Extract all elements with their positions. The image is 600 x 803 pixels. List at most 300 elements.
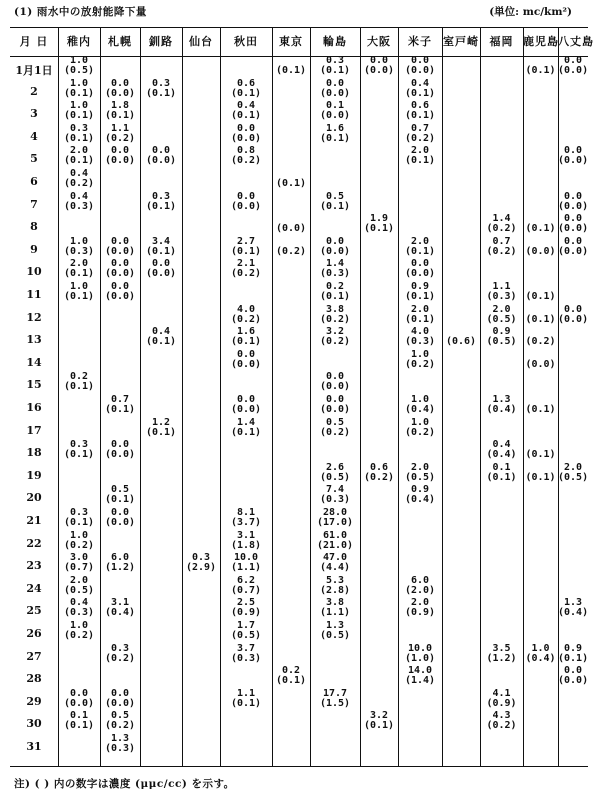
concentration-value: (0.0) [319,245,351,257]
table-cell [398,282,442,302]
fallout-value: 0.0 [563,190,583,202]
row-label-day: 26 [26,627,42,640]
fallout-value: 2.0 [492,303,511,315]
concentration-value: (0.9) [486,697,517,709]
table-cell [220,621,272,641]
concentration-value: (0.1) [230,110,262,122]
fallout-value: 2.0 [410,597,430,609]
table-cell [398,124,442,144]
concentration-value: (0.0) [104,291,136,302]
concentration-value: (0.2) [486,223,517,235]
concentration-value: (2.0) [404,584,436,596]
table-cell [558,146,588,166]
table-cell [272,214,310,234]
concentration-value: (1.5) [319,697,351,709]
table-cell [480,327,523,347]
table-cell [58,192,100,212]
fallout-value: 0.3 [191,552,211,564]
row-label-day: 5 [30,152,38,166]
fallout-value: 0.0 [236,190,256,202]
concentration-value: (0.0) [230,358,262,370]
concentration-value: (0.4) [558,607,589,619]
fallout-value: 4.3 [492,710,511,722]
concentration-value: (0.2) [319,426,351,438]
concentration-value: (17.0) [316,517,354,528]
concentration-value: (0.0) [275,223,307,235]
fallout-value: 0.0 [110,439,130,451]
concentration-value: (0.0) [558,313,589,325]
table-cell [398,666,442,686]
concentration-value: (0.0) [104,87,136,99]
table-cell [310,124,360,144]
fallout-value: 1.1 [492,281,511,292]
table-cell [220,305,272,325]
concentration-value: (0.1) [275,65,307,76]
column-header-station: 秋田 [234,35,258,48]
concentration-value: (0.0) [63,697,95,709]
table-cell [310,282,360,302]
table-cell [140,146,182,166]
table-cell [100,508,140,528]
fallout-value: 1.3 [325,620,345,631]
concentration-value: (0.3) [319,494,351,506]
fallout-value: 0.7 [492,235,511,247]
table-cell [523,644,558,664]
table-cell [272,56,310,76]
fallout-value: 0.0 [236,348,256,360]
row-label-day: 6 [30,175,38,188]
fallout-value: 0.3 [325,55,345,66]
table-cell [140,418,182,438]
concentration-value: (0.1) [486,471,517,483]
fallout-value: 5.3 [325,574,345,586]
row-label-day: 18 [26,446,42,460]
concentration-value: (1.1) [319,607,351,619]
table-cell [100,711,140,731]
table-cell [58,237,100,257]
concentration-value: (0.1) [104,494,136,506]
fallout-value: 4.1 [492,687,511,699]
table-cell [398,644,442,664]
table-cell [310,485,360,505]
table-cell [360,711,398,731]
fallout-value: 0.5 [325,190,345,202]
table-cell [398,305,442,325]
concentration-value: (0.1) [145,87,177,99]
concentration-value: (0.1) [319,291,351,302]
table-cell [480,282,523,302]
fallout-value: 0.0 [110,281,130,292]
table-cell [558,214,588,234]
row-label-day: 31 [26,740,42,753]
concentration-value: (1.4) [404,675,436,687]
table-cell [398,395,442,415]
table-cell [58,169,100,189]
table-cell [398,350,442,370]
table-cell [58,621,100,641]
concentration-value: (1.1) [230,562,262,574]
concentration-value: (0.2) [275,245,307,257]
concentration-value: (0.1) [404,245,436,257]
concentration-value: (0.0) [145,155,177,167]
concentration-value: (0.1) [63,110,95,122]
fallout-value: 0.0 [563,665,583,677]
concentration-value: (0.2) [319,313,351,325]
concentration-value: (21.0) [316,539,354,551]
fallout-value: 2.5 [236,597,256,609]
concentration-value: (0.0) [230,132,262,144]
fallout-value: 0.4 [236,100,256,112]
table-cell [398,79,442,99]
concentration-value: (0.7) [230,584,262,596]
concentration-value: (0.1) [63,291,95,302]
concentration-value: (0.1) [145,200,177,212]
fallout-value: 2.0 [563,461,583,473]
table-cell [220,192,272,212]
column-header-station: 室戸崎 [443,35,479,48]
concentration-value: (0.0) [104,155,136,167]
concentration-value: (0.6) [445,336,477,348]
row-label-day: 28 [26,672,42,686]
concentration-value: (0.1) [558,652,589,664]
table-cell [140,192,182,212]
table-cell [523,395,558,415]
table-cell [442,327,480,347]
concentration-value: (0.3) [319,268,351,280]
column-header-station: 大阪 [367,35,391,48]
column-header-station: 稚内 [67,35,91,48]
concentration-value: (0.1) [525,313,556,325]
table-cell [100,124,140,144]
concentration-value: (0.2) [63,630,95,641]
fallout-value: 8.1 [236,507,256,518]
concentration-value: (0.2) [104,132,136,144]
concentration-value: (0.9) [230,607,262,619]
table-cell [310,259,360,279]
table-cell [480,395,523,415]
concentration-value: (0.4) [486,404,517,415]
fallout-value: 1.2 [151,416,171,428]
concentration-value: (0.0) [319,87,351,99]
concentration-value: (0.3) [63,245,95,257]
concentration-value: (0.0) [525,358,556,370]
table-cell [558,463,588,483]
table-cell [220,395,272,415]
concentration-value: (2.8) [319,584,351,596]
row-label-day: 24 [26,581,42,595]
concentration-value: (0.5) [63,584,95,596]
concentration-value: (0.0) [145,268,177,280]
concentration-value: (0.1) [363,720,395,732]
concentration-value: (0.1) [525,471,556,483]
table-caption: (1) 雨水中の放射能降下量 [14,6,147,18]
concentration-value: (0.1) [319,132,351,144]
fallout-table [10,27,594,767]
concentration-value: (0.0) [104,517,136,528]
table-cell [398,146,442,166]
table-cell [398,463,442,483]
table-cell [100,440,140,460]
fallout-value: 0.2 [281,665,301,677]
fallout-value: 0.1 [492,461,511,473]
fallout-value: 0.9 [563,642,583,654]
fallout-value: 0.1 [69,710,89,722]
table-cell [398,101,442,121]
row-label-day: 30 [26,717,42,731]
fallout-value: 28.0 [322,507,348,518]
table-cell [100,644,140,664]
table-cell [100,734,140,754]
concentration-value: (2.9) [185,562,217,574]
fallout-value: 61.0 [322,529,348,541]
fallout-value: 0.0 [236,394,256,405]
fallout-value: 0.0 [110,77,130,89]
fallout-value: 0.0 [110,145,130,157]
fallout-value: 0.9 [410,484,430,496]
table-cell [100,395,140,415]
fallout-value: 4.0 [410,326,430,338]
concentration-value: (0.3) [104,743,136,754]
concentration-value: (0.0) [230,404,262,415]
fallout-value: 0.0 [236,122,256,134]
row-label-day: 9 [30,242,38,256]
concentration-value: (0.1) [319,200,351,212]
table-cell [310,56,360,76]
column-header-station: 米子 [408,35,432,48]
concentration-value: (0.2) [363,471,395,483]
concentration-value: (0.5) [319,471,351,483]
table-cell [220,124,272,144]
table-cell [310,237,360,257]
concentration-value: (0.1) [404,110,436,122]
concentration-value: (1.2) [104,562,136,574]
fallout-value: 0.0 [325,371,345,383]
fallout-value: 0.4 [69,190,89,202]
table-cell [480,711,523,731]
concentration-value: (0.4) [404,494,436,506]
table-cell [58,282,100,302]
concentration-value: (0.1) [404,313,436,325]
concentration-value: (0.3) [63,607,95,619]
table-cell [220,146,272,166]
fallout-value: 3.4 [151,235,171,247]
table-cell [360,214,398,234]
concentration-value: (1.8) [230,539,262,551]
table-cell [220,327,272,347]
table-cell [310,576,360,596]
row-label-day: 12 [26,310,42,324]
row-label-day: 19 [26,468,42,482]
fallout-value: 1.0 [410,394,430,405]
fallout-value: 2.0 [410,461,430,473]
concentration-value: (0.0) [104,268,136,280]
fallout-value: 2.6 [325,461,345,473]
fallout-value: 6.2 [236,574,256,586]
fallout-value: 47.0 [322,552,348,564]
table-cell [523,237,558,257]
table-cell [100,598,140,618]
concentration-value: (0.1) [145,245,177,257]
concentration-value: (0.1) [525,223,556,235]
table-cell [58,440,100,460]
table-cell [220,350,272,370]
fallout-value: 0.7 [410,122,430,134]
table-cell [100,485,140,505]
fallout-value: 1.4 [236,416,256,428]
fallout-value: 0.0 [410,258,430,270]
fallout-value: 0.3 [151,190,171,202]
column-header-station: 東京 [279,35,303,48]
concentration-value: (0.1) [319,65,351,76]
fallout-value: 1.6 [236,326,256,338]
concentration-value: (0.1) [63,155,95,167]
column-divider [360,28,361,766]
table-cell [58,711,100,731]
concentration-value: (0.0) [558,65,589,76]
concentration-value: (0.1) [230,697,262,709]
table-cell [310,621,360,641]
concentration-value: (0.0) [319,404,351,415]
concentration-value: (0.1) [63,268,95,280]
concentration-value: (0.2) [319,336,351,348]
concentration-value: (0.2) [230,155,262,167]
fallout-value: 0.4 [410,77,430,89]
row-label-day: 23 [26,559,42,573]
row-label-day: 29 [26,694,42,708]
table-cell [523,327,558,347]
concentration-value: (0.0) [319,381,351,393]
concentration-value: (0.1) [230,87,262,99]
column-header-station: 札幌 [108,35,132,48]
fallout-value: 1.9 [369,213,389,225]
concentration-value: (0.1) [230,336,262,348]
concentration-value: (0.4) [104,607,136,619]
concentration-value: (0.0) [104,697,136,709]
concentration-value: (0.0) [230,200,262,212]
fallout-value: 1.6 [325,122,345,134]
fallout-value: 0.3 [69,439,89,451]
concentration-value: (0.1) [525,65,556,76]
concentration-value: (0.2) [104,652,136,664]
concentration-value: (0.0) [525,245,556,257]
fallout-value: 6.0 [410,574,430,586]
table-cell [480,237,523,257]
fallout-value: 0.5 [325,416,345,428]
fallout-value: 10.0 [233,552,259,564]
fallout-value: 1.0 [410,348,430,360]
table-cell [100,146,140,166]
fallout-value: 1.4 [325,258,345,270]
column-header-station: 八丈島 [558,35,594,48]
table-cell [220,644,272,664]
column-header-station: 鹿児島 [523,35,559,48]
table-cell [398,576,442,596]
fallout-value: 1.1 [110,122,130,134]
fallout-value: 2.0 [410,235,430,247]
concentration-value: (0.2) [525,336,556,348]
table-cell [220,508,272,528]
concentration-value: (0.4) [525,652,556,664]
fallout-value: 0.3 [110,642,130,654]
concentration-value: (0.1) [63,517,95,528]
table-cell [310,553,360,573]
fallout-value: 0.4 [151,326,171,338]
column-divider [182,28,183,766]
concentration-value: (0.5) [558,471,589,483]
fallout-value: 1.1 [236,687,256,699]
table-cell [100,237,140,257]
column-header-date: 月 日 [19,35,49,48]
fallout-value: 1.3 [563,597,583,609]
fallout-value: 0.5 [110,710,130,722]
concentration-value: (0.0) [104,449,136,461]
concentration-value: (0.5) [319,630,351,641]
row-label-day: 1月1日 [15,64,53,77]
table-cell [220,237,272,257]
concentration-value: (0.2) [230,313,262,325]
table-cell [558,666,588,686]
concentration-value: (0.3) [404,336,436,348]
concentration-value: (0.5) [230,630,262,641]
row-label-day: 4 [30,129,38,143]
fallout-value: 2.0 [410,145,430,157]
fallout-value: 2.0 [69,145,89,157]
row-label-day: 25 [26,604,42,618]
concentration-value: (3.7) [230,517,262,528]
fallout-value: 0.0 [563,235,583,247]
table-cell [558,644,588,664]
fallout-value: 0.3 [151,77,171,89]
concentration-value: (0.3) [63,200,95,212]
table-cell [310,192,360,212]
table-cell [272,237,310,257]
table-cell [58,508,100,528]
table-cell [100,259,140,279]
table-cell [140,79,182,99]
table-cell [480,214,523,234]
table-cell [58,576,100,596]
table-cell [523,214,558,234]
table-cell [58,531,100,551]
row-label-day: 15 [26,378,42,392]
fallout-value: 0.4 [492,439,511,451]
fallout-value: 0.5 [110,484,130,496]
table-cell [140,237,182,257]
table-cell [310,101,360,121]
row-label-day: 11 [26,288,42,301]
fallout-value: 3.1 [236,529,256,541]
row-label-day: 10 [26,265,42,279]
table-cell [558,192,588,212]
fallout-value: 1.0 [69,55,89,66]
table-cell [58,56,100,76]
column-divider [272,28,273,766]
table-cell [398,56,442,76]
concentration-value: (0.2) [404,358,436,370]
table-cell [310,418,360,438]
table-cell [310,395,360,415]
concentration-value: (0.1) [404,155,436,167]
fallout-value: 0.0 [151,145,171,157]
concentration-value: (0.0) [558,200,589,212]
table-cell [58,553,100,573]
table-cell [272,666,310,686]
table-cell [310,372,360,392]
concentration-value: (0.0) [558,155,589,167]
fallout-value: 3.2 [325,326,345,338]
fallout-value: 0.2 [69,371,89,383]
table-cell [220,689,272,709]
